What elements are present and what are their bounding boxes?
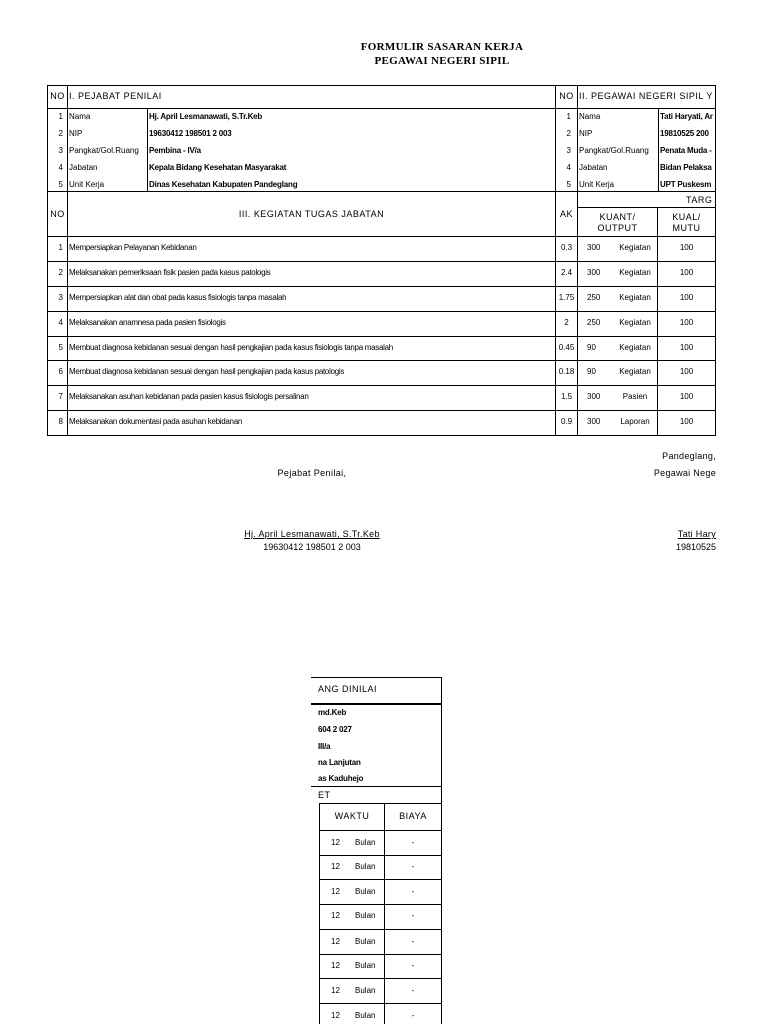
row-unit: Kegiatan bbox=[619, 268, 651, 277]
row-biaya: - bbox=[411, 838, 415, 847]
row-biaya: - bbox=[411, 986, 415, 995]
pegawai-no: 2 bbox=[566, 129, 571, 138]
row-ak: 0.45 bbox=[558, 343, 575, 352]
row-kegiatan: Membuat diagnosa kebidanan sesuai dengan hasil pengkajian pada kasus patologis bbox=[69, 367, 345, 376]
row-qty: 250 bbox=[587, 293, 601, 302]
row-biaya: - bbox=[411, 961, 415, 970]
page2-value: III/a bbox=[318, 742, 331, 751]
row-unit: Kegiatan bbox=[619, 318, 651, 327]
penilai-value: Pembina - IV/a bbox=[149, 146, 201, 155]
row-kegiatan: Melaksanakan dokumentasi pada asuhan kebidanan bbox=[69, 417, 243, 426]
pegawai-label: Pangkat/Gol.Ruang bbox=[579, 146, 649, 155]
row-unit: Kegiatan bbox=[619, 293, 651, 302]
form-title: FORMULIR SASARAN KERJA bbox=[360, 41, 524, 53]
row-waktu-qty: 12 bbox=[331, 986, 340, 995]
col-no-header-3: NO bbox=[50, 209, 65, 219]
signature-left-name: Hj. April Lesmanawati, S.Tr.Keb bbox=[244, 529, 380, 539]
col-kual-header-1: KUAL/ bbox=[672, 212, 701, 222]
pegawai-value: Tati Haryati, Ar bbox=[660, 112, 713, 121]
row-mutu: 100 bbox=[679, 367, 694, 376]
target-header: TARG bbox=[686, 195, 713, 205]
signature-right-role: Pegawai Nege bbox=[653, 468, 716, 478]
row-ak: 0.9 bbox=[560, 417, 573, 426]
pegawai-label: Nama bbox=[579, 112, 601, 121]
row-biaya: - bbox=[411, 887, 415, 896]
row-unit: Laporan bbox=[620, 417, 650, 426]
pegawai-no: 5 bbox=[566, 180, 571, 189]
penilai-value: Hj. April Lesmanawati, S.Tr.Keb bbox=[149, 112, 263, 121]
col-biaya-header: BIAYA bbox=[399, 811, 427, 821]
pegawai-no: 3 bbox=[566, 146, 571, 155]
row-no: 7 bbox=[58, 392, 63, 401]
col-no-header: NO bbox=[50, 91, 65, 101]
signature-place: Pandeglang, bbox=[662, 451, 716, 461]
row-ak: 1.75 bbox=[558, 293, 575, 302]
page2-value: 604 2 027 bbox=[318, 725, 352, 734]
penilai-no: 4 bbox=[58, 163, 63, 172]
row-no: 2 bbox=[58, 268, 63, 277]
col-kegiatan-header: III. KEGIATAN TUGAS JABATAN bbox=[238, 209, 385, 219]
row-mutu: 100 bbox=[679, 293, 694, 302]
row-mutu: 100 bbox=[679, 268, 694, 277]
row-waktu-qty: 12 bbox=[331, 937, 340, 946]
row-waktu-qty: 12 bbox=[331, 862, 340, 871]
row-waktu-qty: 12 bbox=[331, 961, 340, 970]
row-waktu-unit: Bulan bbox=[355, 986, 376, 995]
col-kuant-header-1: KUANT/ bbox=[599, 212, 636, 222]
row-waktu-unit: Bulan bbox=[355, 961, 376, 970]
row-biaya: - bbox=[411, 1011, 415, 1020]
section-pejabat-penilai: I. PEJABAT PENILAI bbox=[69, 91, 162, 101]
penilai-no: 2 bbox=[58, 129, 63, 138]
penilai-label: Nama bbox=[69, 112, 91, 121]
penilai-label: Pangkat/Gol.Ruang bbox=[69, 146, 139, 155]
signature-left-role: Pejabat Penilai, bbox=[277, 468, 347, 478]
col-waktu-header: WAKTU bbox=[334, 811, 370, 821]
row-unit: Pasien bbox=[622, 392, 648, 401]
section-pegawai: II. PEGAWAI NEGERI SIPIL Y bbox=[579, 91, 713, 101]
penilai-no: 1 bbox=[58, 112, 63, 121]
pegawai-value: Bidan Pelaksa bbox=[660, 163, 712, 172]
penilai-value: Dinas Kesehatan Kabupaten Pandeglang bbox=[149, 180, 298, 189]
row-unit: Kegiatan bbox=[619, 367, 651, 376]
row-mutu: 100 bbox=[679, 392, 694, 401]
row-mutu: 100 bbox=[679, 343, 694, 352]
row-waktu-qty: 12 bbox=[331, 887, 340, 896]
row-no: 1 bbox=[58, 243, 63, 252]
pegawai-value: 19810525 200 bbox=[660, 129, 709, 138]
row-waktu-qty: 12 bbox=[331, 911, 340, 920]
row-mutu: 100 bbox=[679, 417, 694, 426]
row-kegiatan: Melaksanakan pemeriksaan fisik pasien pada kasus patologis bbox=[69, 268, 271, 277]
row-qty: 90 bbox=[587, 343, 596, 352]
pegawai-no: 4 bbox=[566, 163, 571, 172]
page2-value: md.Keb bbox=[318, 708, 347, 717]
penilai-no: 5 bbox=[58, 180, 63, 189]
signature-left-nip: 19630412 198501 2 003 bbox=[263, 542, 361, 552]
row-no: 3 bbox=[58, 293, 63, 302]
row-waktu-unit: Bulan bbox=[355, 887, 376, 896]
row-biaya: - bbox=[411, 862, 415, 871]
col-ak-header: AK bbox=[559, 209, 573, 219]
row-biaya: - bbox=[411, 911, 415, 920]
col-kual-header-2: MUTU bbox=[672, 223, 701, 233]
penilai-value: 19630412 198501 2 003 bbox=[149, 129, 232, 138]
pegawai-label: Unit Kerja bbox=[579, 180, 615, 189]
row-unit: Kegiatan bbox=[619, 243, 651, 252]
penilai-label: Jabatan bbox=[69, 163, 98, 172]
penilai-no: 3 bbox=[58, 146, 63, 155]
row-kegiatan: Melaksanakan asuhan kebidanan pada pasien kasus fisiologis persalinan bbox=[69, 392, 309, 401]
row-waktu-unit: Bulan bbox=[355, 838, 376, 847]
row-kegiatan: Membuat diagnosa kebidanan sesuai dengan hasil pengkajian pada kasus fisiologis tanpa masalah bbox=[69, 343, 393, 352]
penilai-value: Kepala Bidang Kesehatan Masyarakat bbox=[149, 163, 287, 172]
pegawai-value: UPT Puskesm bbox=[660, 180, 712, 189]
row-waktu-unit: Bulan bbox=[355, 862, 376, 871]
page2-value: as Kaduhejo bbox=[318, 774, 364, 783]
row-biaya: - bbox=[411, 937, 415, 946]
row-kegiatan: Mempersiapkan alat dan obat pada kasus fisiologis tanpa masalah bbox=[69, 293, 287, 302]
row-waktu-unit: Bulan bbox=[355, 911, 376, 920]
col-no-header-2: NO bbox=[559, 91, 574, 101]
row-qty: 90 bbox=[587, 367, 596, 376]
page2-target-tail: ET bbox=[318, 790, 331, 800]
row-waktu-qty: 12 bbox=[331, 838, 340, 847]
row-unit: Kegiatan bbox=[619, 343, 651, 352]
pegawai-value: Penata Muda - bbox=[660, 146, 712, 155]
row-mutu: 100 bbox=[679, 318, 694, 327]
row-ak: 1.5 bbox=[560, 392, 573, 401]
pegawai-no: 1 bbox=[566, 112, 571, 121]
row-kegiatan: Mempersiapkan Pelayanan Kebidanan bbox=[69, 243, 197, 252]
signature-right-nip: 19810525 bbox=[675, 542, 716, 552]
pegawai-label: NIP bbox=[579, 129, 593, 138]
row-ak: 0.3 bbox=[560, 243, 573, 252]
row-waktu-qty: 12 bbox=[331, 1011, 340, 1020]
row-waktu-unit: Bulan bbox=[355, 937, 376, 946]
row-qty: 250 bbox=[587, 318, 601, 327]
page2-value: na Lanjutan bbox=[318, 758, 361, 767]
row-waktu-unit: Bulan bbox=[355, 1011, 376, 1020]
col-kuant-header-2: OUTPUT bbox=[597, 223, 638, 233]
penilai-label: NIP bbox=[69, 129, 83, 138]
penilai-label: Unit Kerja bbox=[69, 180, 105, 189]
pegawai-label: Jabatan bbox=[579, 163, 608, 172]
row-no: 5 bbox=[58, 343, 63, 352]
row-mutu: 100 bbox=[679, 243, 694, 252]
page2-header: ANG DINILAI bbox=[318, 684, 378, 694]
signature-right-name: Tati Hary bbox=[677, 529, 716, 539]
row-qty: 300 bbox=[587, 417, 601, 426]
row-qty: 300 bbox=[587, 268, 601, 277]
row-ak: 2 bbox=[564, 318, 569, 327]
form-subtitle: PEGAWAI NEGERI SIPIL bbox=[374, 55, 510, 67]
row-qty: 300 bbox=[587, 243, 601, 252]
row-no: 8 bbox=[58, 417, 63, 426]
row-no: 4 bbox=[58, 318, 63, 327]
row-qty: 300 bbox=[587, 392, 601, 401]
row-ak: 0.18 bbox=[558, 367, 575, 376]
row-no: 6 bbox=[58, 367, 63, 376]
row-kegiatan: Melaksanakan anamnesa pada pasien fisiologis bbox=[69, 318, 226, 327]
row-ak: 2.4 bbox=[560, 268, 573, 277]
